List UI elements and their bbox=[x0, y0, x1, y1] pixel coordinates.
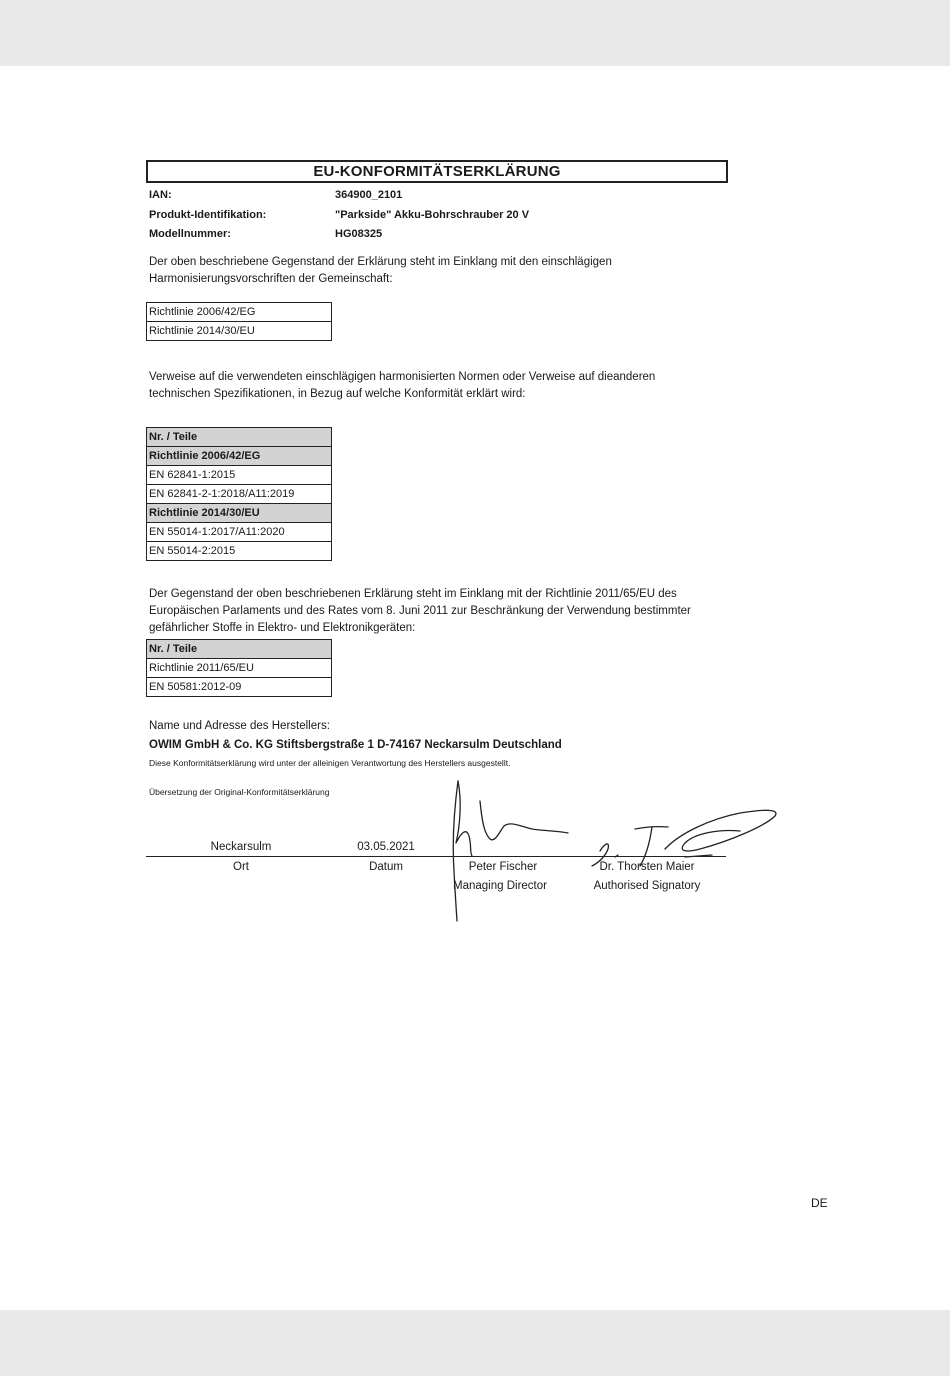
standard-cell: EN 55014-1:2017/A11:2020 bbox=[147, 523, 332, 542]
signer2-role: Authorised Signatory bbox=[593, 880, 701, 892]
table-header-cell: Nr. / Teile bbox=[147, 428, 332, 447]
table-section-cell: Richtlinie 2014/30/EU bbox=[147, 504, 332, 523]
handwritten-signatures bbox=[440, 771, 790, 931]
field-label-product: Produkt-Identifikation: bbox=[149, 209, 267, 221]
standard-cell: Richtlinie 2011/65/EU bbox=[147, 659, 332, 678]
place-label: Ort bbox=[233, 861, 249, 873]
signer1-role: Managing Director bbox=[453, 880, 547, 892]
standard-cell: EN 50581:2012-09 bbox=[147, 678, 332, 697]
rohs-table bbox=[146, 639, 332, 697]
standard-cell: EN 55014-2:2015 bbox=[147, 542, 332, 561]
directives-table bbox=[146, 302, 332, 341]
directive-cell: Richtlinie 2006/42/EG bbox=[147, 303, 332, 322]
place-value: Neckarsulm bbox=[210, 841, 272, 853]
table-section-cell: Richtlinie 2006/42/EG bbox=[147, 447, 332, 466]
standard-cell: EN 62841-2-1:2018/A11:2019 bbox=[147, 485, 332, 504]
manufacturer-address: OWIM GmbH & Co. KG Stiftsbergstraße 1 D-74167 Neckarsulm Deutschland bbox=[149, 739, 562, 751]
directive-cell: Richtlinie 2014/30/EU bbox=[147, 322, 332, 341]
field-value-model: HG08325 bbox=[335, 228, 383, 240]
standards-paragraph: Verweise auf die verwendeten einschlägigen harmonisierten Normen oder Verweise auf dieanderen technischen Spezifikationen, in Bezug auf welche Konformität erklärt wird: bbox=[149, 371, 656, 400]
field-label-model: Modellnummer: bbox=[149, 228, 231, 240]
field-value-product: "Parkside" Akku-Bohrschrauber 20 V bbox=[335, 209, 530, 221]
standard-cell: EN 62841-1:2015 bbox=[147, 466, 332, 485]
document-page bbox=[0, 66, 950, 1310]
rohs-paragraph: Der Gegenstand der oben beschriebenen Erklärung steht im Einklang mit der Richtlinie 2011/65/EU des Europäischen Parlaments und des Rates vom 8. Juni 2011 zur Beschränkung der Verwendung bestimmter gefährlicher Stoffe in Elektro- und Elektronikgeräten: bbox=[149, 588, 691, 634]
standards-table bbox=[146, 427, 332, 561]
declaration-title: EU-KONFORMITÄTSERKLÄRUNG bbox=[146, 160, 728, 183]
field-label-ian: IAN: bbox=[149, 189, 172, 201]
signer1-name: Peter Fischer bbox=[468, 861, 538, 873]
table-header-cell: Nr. / Teile bbox=[147, 640, 332, 659]
date-label: Datum bbox=[369, 861, 403, 873]
field-value-ian: 364900_2101 bbox=[335, 189, 403, 201]
language-code: DE bbox=[811, 1196, 828, 1210]
date-value: 03.05.2021 bbox=[357, 841, 415, 853]
translation-note: Übersetzung der Original-Konformitätserklärung bbox=[149, 787, 330, 797]
responsibility-note: Diese Konformitätserklärung wird unter der alleinigen Verantwortung des Herstellers ausgestellt. bbox=[149, 758, 511, 768]
manufacturer-label: Name und Adresse des Herstellers: bbox=[149, 720, 330, 732]
signer2-name: Dr. Thorsten Maier bbox=[599, 861, 695, 873]
harmonisation-paragraph: Der oben beschriebene Gegenstand der Erklärung steht im Einklang mit den einschlägigen Harmonisierungsvorschriften der Gemeinschaft: bbox=[149, 256, 612, 285]
